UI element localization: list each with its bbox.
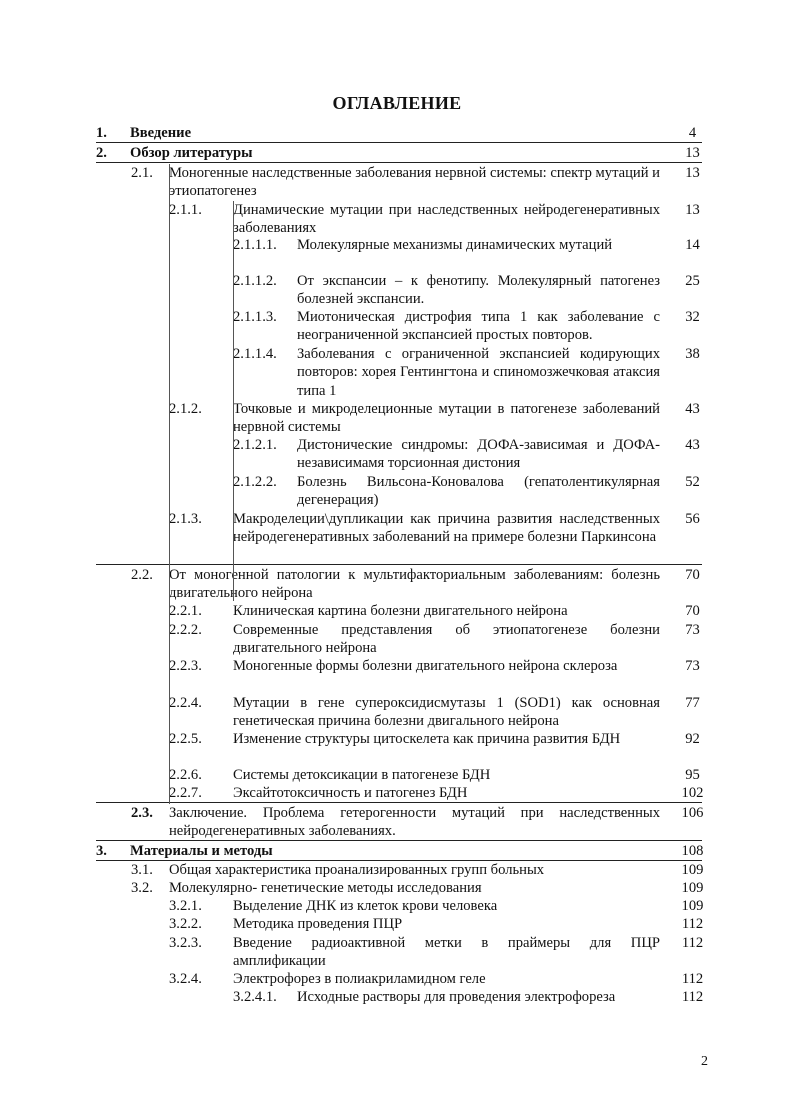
toc-entry-2-3[interactable] — [0, 804, 794, 841]
toc-entry-title: Эксайтотоксичность и патогенез БДН — [233, 785, 468, 801]
toc-entry-page: 38 — [685, 346, 700, 362]
toc-entry-title: Молекулярные механизмы динамических мутаций — [297, 237, 613, 253]
toc-entry-2-1-1-3[interactable] — [0, 308, 794, 345]
toc-entry-page: 109 — [681, 898, 704, 914]
toc-entry-title: От моногенной патологии к мультифакториальным заболеваниям: болезнь двигательного нейрона — [169, 567, 660, 602]
toc-entry-2-1-2-1[interactable] — [0, 436, 794, 473]
toc-entry-page: 112 — [681, 989, 704, 1005]
toc-entry-title: Точковые и микроделеционные мутации в патогенезе заболеваний нервной системы — [233, 401, 660, 436]
toc-entry-3[interactable] — [0, 842, 794, 860]
toc-entry-page: 32 — [685, 309, 700, 325]
toc-entry-title: Обзор литературы — [130, 145, 253, 161]
toc-entry-page: 43 — [685, 401, 700, 417]
toc-entry-2-2-2[interactable] — [0, 621, 794, 658]
toc-entry-page: 13 — [685, 165, 700, 181]
toc-entry-number: 2.1.2.1. — [233, 437, 277, 453]
toc-entry-number: 2.1.1.4. — [233, 346, 277, 362]
toc-entry-number: 3.2.3. — [169, 935, 202, 951]
toc-entry-title: Современные представления об этиопатогенезе болезни двигательного нейрона — [233, 622, 660, 657]
toc-entry-number: 2.2.6. — [169, 767, 202, 783]
divider — [96, 162, 702, 163]
toc-entry-page: 73 — [685, 658, 700, 674]
toc-entry-number: 3.2.4.1. — [233, 989, 277, 1005]
toc-entry-title: Методика проведения ПЦР — [233, 916, 403, 932]
toc-entry-number: 2.1.1.2. — [233, 273, 277, 289]
toc-entry-title: Заключение. Проблема гетерогенности мутаций при наследственных нейродегенеративных заболеваниях. — [169, 805, 660, 840]
toc-entry-3-2-1[interactable] — [0, 897, 794, 915]
toc-entry-page: 70 — [685, 603, 700, 619]
toc-entry-number: 2.1.2.2. — [233, 474, 277, 490]
toc-entry-title: Моногенные наследственные заболевания нервной системы: спектр мутаций и этиопатогенез — [169, 165, 660, 200]
toc-entry-title: Молекулярно- генетические методы исследования — [169, 880, 482, 896]
toc-entry-2-1-2[interactable] — [0, 400, 794, 437]
toc-entry-number: 3.2.2. — [169, 916, 202, 932]
toc-entry-number: 2.2.3. — [169, 658, 202, 674]
toc-entry-page: 43 — [685, 437, 700, 453]
toc-entry-page: 25 — [685, 273, 700, 289]
toc-entry-page: 56 — [685, 511, 700, 527]
toc-entry-3-2[interactable] — [0, 879, 794, 897]
toc-entry-number: 2.2.4. — [169, 695, 202, 711]
toc-entry-2-1-3[interactable] — [0, 510, 794, 547]
toc-entry-title: От экспансии – к фенотипу. Молекулярный патогенез болезней экспансии. — [297, 273, 660, 308]
toc-entry-1[interactable] — [0, 124, 794, 142]
divider — [96, 564, 702, 565]
toc-entry-page: 95 — [685, 767, 700, 783]
toc-entry-page: 70 — [685, 567, 700, 583]
toc-entry-page: 102 — [681, 785, 704, 801]
toc-entry-2-1-2-2[interactable] — [0, 473, 794, 510]
toc-entry-number: 2.3. — [131, 805, 153, 821]
toc-entry-number: 3.1. — [131, 862, 153, 878]
toc-entry-2-2-7[interactable] — [0, 784, 794, 802]
toc-entry-number: 2.1.2. — [169, 401, 202, 417]
toc-entry-title: Введение — [130, 125, 192, 141]
toc-entry-2-2-6[interactable] — [0, 766, 794, 784]
table-rule — [169, 164, 170, 804]
toc-entry-title: Электрофорез в полиакриламидном геле — [233, 971, 486, 987]
divider — [96, 802, 702, 803]
toc-entry-page: 112 — [681, 935, 704, 951]
toc-entry-title: Болезнь Вильсона-Коновалова (гепатолентикулярная дегенерация) — [297, 474, 660, 509]
toc-entry-2-2-5[interactable] — [0, 730, 794, 748]
toc-entry-number: 2.2. — [131, 567, 153, 583]
toc-entry-page: 106 — [681, 805, 704, 821]
toc-entry-title: Клиническая картина болезни двигательного нейрона — [233, 603, 568, 619]
toc-entry-title: Динамические мутации при наследственных нейродегенеративных заболеваниях — [233, 202, 660, 237]
toc-entry-page: 73 — [685, 622, 700, 638]
table-rule — [233, 201, 234, 601]
toc-entry-page: 112 — [681, 971, 704, 987]
toc-entry-page: 112 — [681, 916, 704, 932]
toc-entry-number: 2.1.1. — [169, 202, 202, 218]
toc-entry-page: 109 — [681, 880, 704, 896]
toc-entry-page: 92 — [685, 731, 700, 747]
toc-entry-number: 3. — [96, 843, 107, 859]
toc-entry-number: 2.2.7. — [169, 785, 202, 801]
toc-entry-number: 3.2.4. — [169, 971, 202, 987]
toc-entry-title: Моногенные формы болезни двигательного нейрона склероза — [233, 658, 618, 674]
page-title: ОГЛАВЛЕНИЕ — [332, 93, 462, 113]
toc-entry-2-2-1[interactable] — [0, 602, 794, 620]
toc-entry-title: Общая характеристика проанализированных групп больных — [169, 862, 545, 878]
toc-entry-number: 2.1.1.1. — [233, 237, 277, 253]
toc-entry-number: 2.2.2. — [169, 622, 202, 638]
toc-entry-2-1-1-2[interactable] — [0, 272, 794, 309]
toc-entry-title: Системы детоксикации в патогенезе БДН — [233, 767, 491, 783]
toc-entry-2-1-1-1[interactable] — [0, 236, 794, 254]
toc-entry-number: 3.2. — [131, 880, 153, 896]
toc-entry-3-2-3[interactable] — [0, 934, 794, 971]
toc-entry-title: Выделение ДНК из клеток крови человека — [233, 898, 498, 914]
toc-entry-page: 4 — [688, 125, 697, 141]
toc-entry-3-2-2[interactable] — [0, 915, 794, 933]
toc-entry-title: Дистонические синдромы: ДОФА-зависимая и ДОФА- независимамя торсионная дистония — [297, 437, 660, 472]
toc-entry-title: Мутации в гене супероксидисмутазы 1 (SOD1) как основная генетическая причина болезни двигального нейрона — [233, 695, 660, 730]
toc-entry-3-2-4-1[interactable] — [0, 988, 794, 1006]
toc-entry-number: 2. — [96, 145, 107, 161]
toc-entry-2[interactable] — [0, 144, 794, 162]
toc-entry-2-2-3[interactable] — [0, 657, 794, 675]
toc-entry-title: Изменение структуры цитоскелета как причина развития БДН — [233, 731, 621, 747]
toc-entry-page: 108 — [681, 843, 704, 859]
toc-entry-2-1[interactable] — [0, 164, 794, 201]
toc-entry-number: 2.1.1.3. — [233, 309, 277, 325]
toc-entry-2-1-1-4[interactable] — [0, 345, 794, 400]
toc-entry-title: Введение радиоактивной метки в праймеры для ПЦР амплификации — [233, 935, 660, 970]
toc-entry-page: 13 — [685, 202, 700, 218]
toc-entry-number: 2.1.3. — [169, 511, 202, 527]
toc-entry-title: Материалы и методы — [130, 843, 273, 859]
toc-entry-page: 13 — [685, 145, 700, 161]
toc-entry-number: 2.1. — [131, 165, 153, 181]
toc-entry-number: 2.2.1. — [169, 603, 202, 619]
toc-entry-number: 1. — [96, 125, 107, 141]
page-number: 2 — [701, 1054, 708, 1069]
toc-entry-2-2-4[interactable] — [0, 694, 794, 731]
toc-entry-title: Миотоническая дистрофия типа 1 как заболевание с неограниченной экспансией простых повторов. — [297, 309, 660, 344]
toc-entry-page: 109 — [681, 862, 704, 878]
toc-entry-title: Исходные растворы для проведения электрофореза — [297, 989, 616, 1005]
toc-entry-title: Заболевания с ограниченной экспансией кодирующих повторов: хорея Гентингтона и спиномозжечковая атаксия типа 1 — [297, 346, 660, 399]
toc-entry-3-1[interactable] — [0, 861, 794, 879]
divider — [96, 142, 702, 143]
toc-entry-page: 52 — [685, 474, 700, 490]
toc-entry-2-1-1[interactable] — [0, 201, 794, 238]
toc-entry-2-2[interactable] — [0, 566, 794, 603]
toc-entry-3-2-4[interactable] — [0, 970, 794, 988]
toc-entry-number: 3.2.1. — [169, 898, 202, 914]
toc-entry-title: Макроделеции\дупликации как причина развития наследственных нейродегенеративных заболеваний на примере болезни Паркинсона — [233, 511, 660, 546]
divider — [96, 840, 702, 841]
toc-entry-page: 77 — [685, 695, 700, 711]
toc-entry-page: 14 — [685, 237, 700, 253]
toc-entry-number: 2.2.5. — [169, 731, 202, 747]
